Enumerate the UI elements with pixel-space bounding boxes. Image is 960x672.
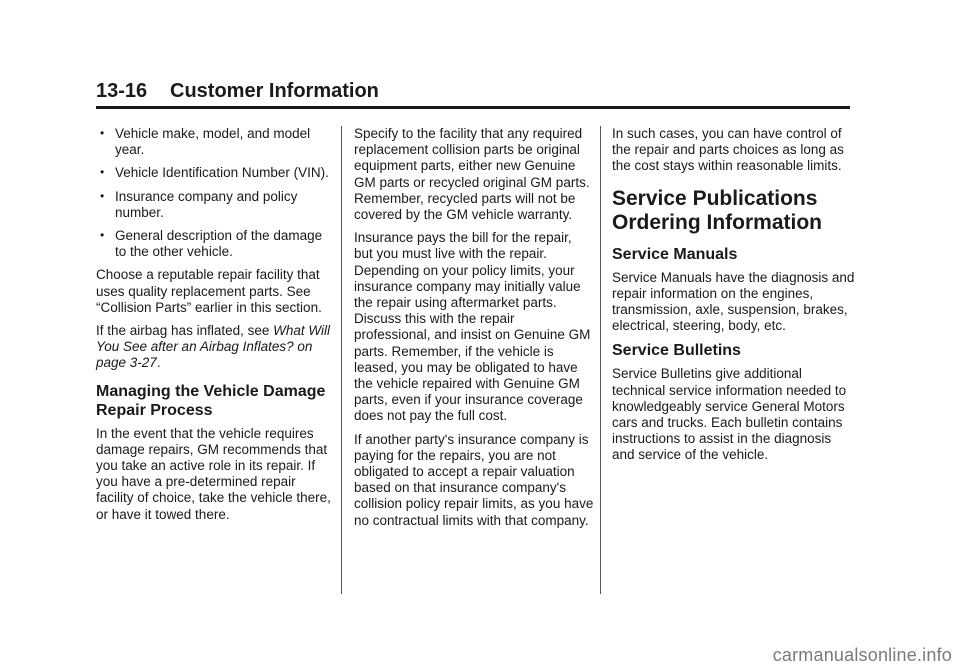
paragraph: If another party's insurance company is paying for the repairs, you are not obligated to accept a repair valuation based on that insurance company's collision policy repair limits, as you have no contractual limits with that company. <box>354 431 594 528</box>
column-divider <box>600 126 601 594</box>
bullet-icon: • <box>100 188 105 203</box>
paragraph: Choose a reputable repair facility that uses quality replacement parts. See “Collision Parts” earlier in this section. <box>96 267 322 315</box>
column-2 <box>354 126 594 536</box>
cross-reference-link[interactable]: What Will You See after an Airbag Inflates? on page 3-27 <box>96 323 331 371</box>
bullet-icon: • <box>100 228 105 243</box>
paragraph: In such cases, you can have control of the repair and parts choices as long as the cost stays within reasonable limits. <box>612 126 844 174</box>
paragraph: Service Bulletins give additional technical service information needed to knowledgeably service General Motors cars and trucks. Each bulletin contains instructions to assist in the diagnosis and service of the vehicle. <box>612 366 847 463</box>
paragraph: In the event that the vehicle requires damage repairs, GM recommends that you take an active role in its repair. If you have a pre-determined repair facility of choice, take the vehicle there, or have it towed there. <box>96 425 331 522</box>
paragraph: Service Manuals have the diagnosis and repair information on the engines, transmission, axle, suspension, brakes, electrical, steering, body, etc. <box>612 269 855 334</box>
list-item: • Vehicle Identification Number (VIN). <box>100 165 329 181</box>
page-header <box>96 80 850 109</box>
paragraph: Specify to the facility that any required replacement collision parts be original equipment parts, either new Genuine GM parts or recycled original GM parts. Remember, recycled parts will not be covered by the GM vehicle warranty. <box>354 126 590 223</box>
list-item: • Insurance company and policy number. <box>100 188 298 220</box>
list-item: • Vehicle make, model, and model year. <box>100 126 311 158</box>
bullet-icon: • <box>100 165 105 180</box>
page-number: 13-16 <box>96 80 148 102</box>
main-heading: Service Publications Ordering Information <box>612 186 822 234</box>
section-title: Customer Information <box>170 80 379 102</box>
column-3 <box>612 126 857 471</box>
watermark: carmanualsonline.info <box>772 645 952 665</box>
subheading-service-bulletins: Service Bulletins <box>612 342 741 360</box>
column-1 <box>96 126 334 530</box>
subheading-service-manuals: Service Manuals <box>612 245 738 263</box>
section-heading: Managing the Vehicle Damage Repair Process <box>96 382 326 419</box>
paragraph-airbag: If the airbag has inflated, see What Will You See after an Airbag Inflates? on page 3-27. <box>96 323 331 371</box>
bullet-icon: • <box>100 126 105 140</box>
list-item: • General description of the damage to the other vehicle. <box>100 228 323 260</box>
column-divider <box>341 126 342 594</box>
paragraph: Insurance pays the bill for the repair, but you must live with the repair. Depending on your policy limits, your insurance company may initially value the repair using aftermarket parts. Discuss this with the repair professional, and insist on Genuine GM parts. Remember, if the vehicle is leased, you may be obligated to have the vehicle repaired with Genuine GM parts, even if your insurance coverage does not pay the full cost. <box>354 230 591 424</box>
